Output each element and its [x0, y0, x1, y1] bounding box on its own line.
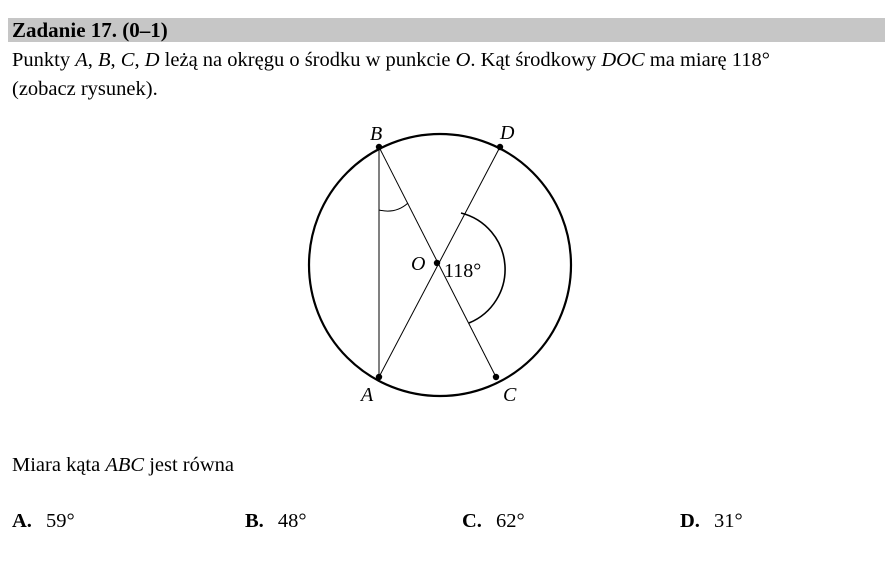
answer-option-b[interactable]	[245, 508, 307, 534]
option-letter: B.	[245, 510, 264, 532]
label-a: A	[361, 384, 374, 406]
question-text	[12, 452, 234, 478]
point-b-name: B	[98, 49, 111, 71]
option-value: 62°	[495, 510, 525, 532]
option-value: 59°	[45, 510, 75, 532]
task-title: Zadanie 17. (0–1)	[12, 18, 168, 42]
stem-text: Punkty	[12, 49, 76, 71]
point-c-name: C	[120, 49, 135, 71]
option-value: 48°	[277, 510, 307, 532]
point-c	[493, 374, 499, 380]
label-b: B	[370, 123, 383, 145]
angle-doc-name: DOC	[601, 49, 645, 71]
answer-option-d[interactable]	[680, 508, 743, 534]
circle	[309, 134, 571, 396]
stem-comma: ,	[87, 49, 99, 71]
angle-abc-name: ABC	[105, 454, 145, 476]
stem-text: leżą na okręgu o środku w punkcie	[159, 49, 456, 71]
question-part: Miara kąta	[12, 454, 106, 476]
answer-option-a[interactable]	[12, 508, 75, 534]
center-o-name: O	[455, 49, 471, 71]
label-o: O	[411, 253, 426, 275]
answer-option-c[interactable]	[462, 508, 525, 534]
stem-comma: ,	[134, 49, 145, 71]
stem-comma: ,	[110, 49, 121, 71]
label-c: C	[503, 384, 517, 406]
option-letter: A.	[12, 510, 32, 532]
question-part: jest równa	[144, 454, 235, 476]
point-d-name: D	[144, 49, 160, 71]
arc-angle-abc	[379, 203, 408, 211]
option-value: 31°	[713, 510, 743, 532]
stem-line-2: (zobacz rysunek).	[12, 78, 158, 100]
option-letter: C.	[462, 510, 482, 532]
angle-label: 118°	[444, 260, 482, 282]
stem-text: ma miarę 118°	[644, 49, 770, 71]
label-d: D	[500, 122, 515, 144]
point-d	[497, 144, 503, 150]
stem-text: . Kąt środkowy	[470, 49, 602, 71]
point-a	[376, 374, 382, 380]
point-a-name: A	[75, 49, 88, 71]
option-letter: D.	[680, 510, 700, 532]
point-o	[434, 260, 440, 266]
